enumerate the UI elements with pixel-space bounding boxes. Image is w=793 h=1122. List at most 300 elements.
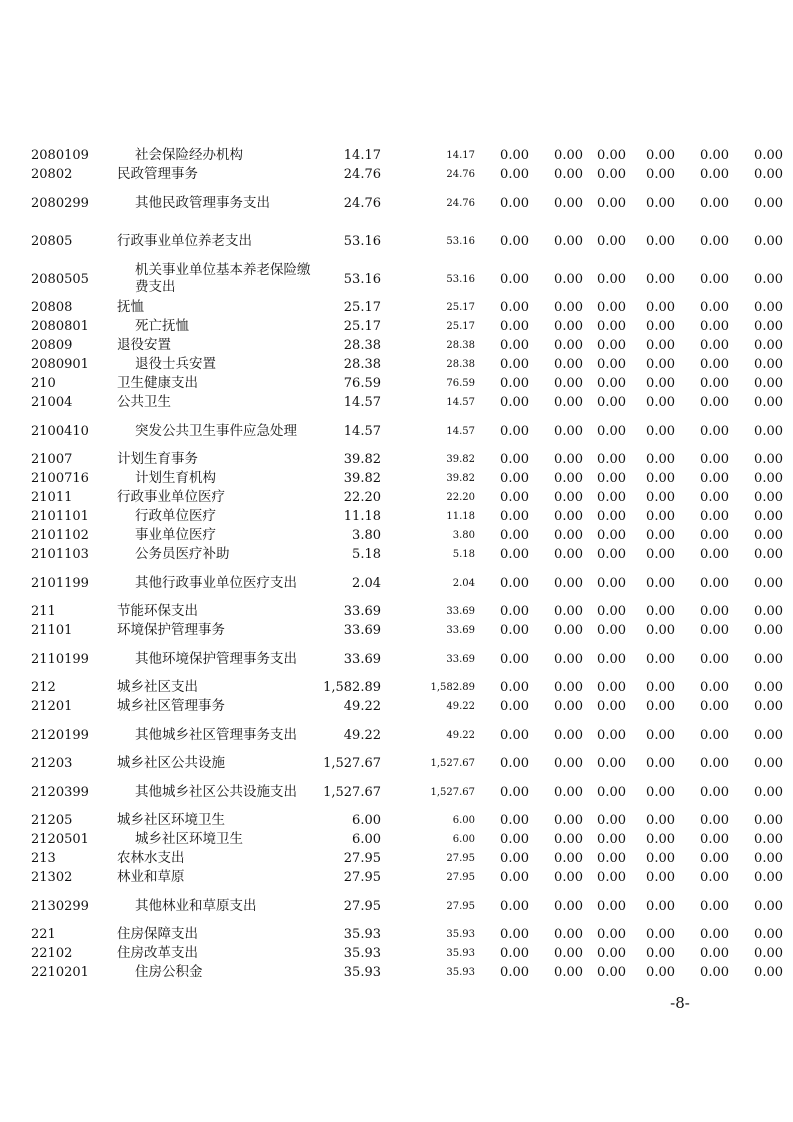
table-row <box>31 640 783 678</box>
subject-code: 21302 <box>31 870 73 885</box>
table-row <box>31 146 783 165</box>
value-cell: 0.00 <box>754 423 783 439</box>
value-cell: 0.00 <box>646 357 675 372</box>
basic-expenditure: 2.04 <box>452 577 475 589</box>
subject-name: 突发公共卫生事件应急处理 <box>135 422 297 439</box>
total-amount: 27.95 <box>343 870 381 885</box>
value-cell: 0.00 <box>500 395 529 410</box>
value-cell: 0.00 <box>754 604 783 619</box>
subject-code: 2120199 <box>31 727 89 743</box>
subject-code: 212 <box>31 680 56 695</box>
subject-code: 21004 <box>31 395 73 410</box>
value-cell: 0.00 <box>700 699 729 714</box>
subject-code: 213 <box>31 851 56 866</box>
value-cell: 0.00 <box>597 623 626 638</box>
subject-code: 2100410 <box>31 423 89 439</box>
value-cell: 0.00 <box>597 490 626 505</box>
subject-name: 抚恤 <box>117 299 144 315</box>
value-cell: 0.00 <box>500 300 529 315</box>
value-cell: 0.00 <box>500 680 529 695</box>
table-row <box>31 963 783 982</box>
value-cell: 0.00 <box>700 300 729 315</box>
value-cell: 0.00 <box>700 756 729 771</box>
subject-code: 2080299 <box>31 195 89 211</box>
table-row <box>31 507 783 526</box>
value-cell: 0.00 <box>754 471 783 486</box>
value-cell: 0.00 <box>700 965 729 980</box>
subject-name: 卫生健康支出 <box>117 375 198 391</box>
subject-name: 环境保护管理事务 <box>117 622 225 638</box>
subject-name: 其他行政事业单位医疗支出 <box>135 574 297 591</box>
value-cell: 0.00 <box>500 233 529 249</box>
total-amount: 1,527.67 <box>323 756 381 771</box>
value-cell: 0.00 <box>700 195 729 211</box>
subject-code: 2130299 <box>31 898 89 914</box>
value-cell: 0.00 <box>700 338 729 353</box>
value-cell: 0.00 <box>754 784 783 800</box>
value-cell: 0.00 <box>500 357 529 372</box>
value-cell: 0.00 <box>500 870 529 885</box>
value-cell: 0.00 <box>700 680 729 695</box>
value-cell: 0.00 <box>700 927 729 942</box>
value-cell: 0.00 <box>646 423 675 439</box>
subject-code: 20808 <box>31 300 73 315</box>
table-row <box>31 374 783 393</box>
value-cell: 0.00 <box>500 509 529 524</box>
value-cell: 0.00 <box>597 651 626 667</box>
value-cell: 0.00 <box>646 623 675 638</box>
subject-name: 农林水支出 <box>117 850 185 866</box>
value-cell: 0.00 <box>754 319 783 334</box>
table-row <box>31 260 783 298</box>
value-cell: 0.00 <box>500 832 529 847</box>
value-cell: 0.00 <box>554 509 583 524</box>
value-cell: 0.00 <box>554 300 583 315</box>
value-cell: 0.00 <box>554 727 583 743</box>
basic-expenditure: 35.93 <box>446 948 475 959</box>
total-amount: 33.69 <box>343 651 381 667</box>
table-row <box>31 355 783 374</box>
total-amount: 76.59 <box>343 376 381 391</box>
value-cell: 0.00 <box>554 651 583 667</box>
table-row <box>31 526 783 545</box>
basic-expenditure: 49.22 <box>446 701 475 712</box>
value-cell: 0.00 <box>646 946 675 961</box>
value-cell: 0.00 <box>597 946 626 961</box>
subject-name: 公共卫生 <box>117 394 171 410</box>
value-cell: 0.00 <box>646 870 675 885</box>
subject-name: 公务员医疗补助 <box>135 546 230 562</box>
table-row <box>31 944 783 963</box>
value-cell: 0.00 <box>597 338 626 353</box>
value-cell: 0.00 <box>646 651 675 667</box>
value-cell: 0.00 <box>597 357 626 372</box>
value-cell: 0.00 <box>754 898 783 914</box>
page-number: -8- <box>670 994 690 1012</box>
table-row <box>31 849 783 868</box>
subject-code: 2101103 <box>31 547 89 562</box>
basic-expenditure: 11.18 <box>446 511 475 522</box>
basic-expenditure: 27.95 <box>446 872 475 883</box>
basic-expenditure: 6.00 <box>452 815 475 826</box>
value-cell: 0.00 <box>554 832 583 847</box>
subject-name: 退役士兵安置 <box>135 356 216 372</box>
subject-name: 计划生育机构 <box>135 470 216 486</box>
value-cell: 0.00 <box>597 756 626 771</box>
value-cell: 0.00 <box>646 233 675 249</box>
table-row <box>31 716 783 754</box>
value-cell: 0.00 <box>700 784 729 800</box>
value-cell: 0.00 <box>597 300 626 315</box>
value-cell: 0.00 <box>646 319 675 334</box>
subject-name: 住房公积金 <box>135 964 203 980</box>
basic-expenditure: 24.76 <box>446 197 475 209</box>
total-amount: 33.69 <box>343 604 381 619</box>
basic-expenditure: 1,527.67 <box>430 786 475 798</box>
value-cell: 0.00 <box>646 965 675 980</box>
value-cell: 0.00 <box>554 927 583 942</box>
total-amount: 53.16 <box>343 233 381 249</box>
value-cell: 0.00 <box>700 357 729 372</box>
value-cell: 0.00 <box>554 490 583 505</box>
value-cell: 0.00 <box>500 148 529 163</box>
total-amount: 22.20 <box>343 490 381 505</box>
total-amount: 1,582.89 <box>323 680 381 695</box>
value-cell: 0.00 <box>554 870 583 885</box>
value-cell: 0.00 <box>554 471 583 486</box>
value-cell: 0.00 <box>554 851 583 866</box>
value-cell: 0.00 <box>597 547 626 562</box>
value-cell: 0.00 <box>646 300 675 315</box>
table-row <box>31 621 783 640</box>
value-cell: 0.00 <box>554 756 583 771</box>
value-cell: 0.00 <box>646 604 675 619</box>
value-cell: 0.00 <box>554 376 583 391</box>
total-amount: 49.22 <box>343 727 381 743</box>
value-cell: 0.00 <box>500 195 529 211</box>
subject-name: 城乡社区支出 <box>117 679 198 695</box>
subject-code: 20805 <box>31 233 73 249</box>
subject-code: 21201 <box>31 699 73 714</box>
table-row <box>31 773 783 811</box>
value-cell: 0.00 <box>754 575 783 591</box>
value-cell: 0.00 <box>597 471 626 486</box>
subject-code: 2110199 <box>31 651 89 667</box>
basic-expenditure: 39.82 <box>446 473 475 484</box>
total-amount: 24.76 <box>343 167 381 182</box>
subject-code: 2100716 <box>31 471 89 486</box>
value-cell: 0.00 <box>500 813 529 828</box>
subject-name: 其他林业和草原支出 <box>135 897 257 914</box>
value-cell: 0.00 <box>700 528 729 543</box>
value-cell: 0.00 <box>700 471 729 486</box>
value-cell: 0.00 <box>754 756 783 771</box>
table-row <box>31 317 783 336</box>
subject-name: 城乡社区管理事务 <box>117 698 225 714</box>
value-cell: 0.00 <box>754 233 783 249</box>
table-row <box>31 469 783 488</box>
basic-expenditure: 14.57 <box>446 425 475 437</box>
basic-expenditure: 35.93 <box>446 929 475 940</box>
table-row <box>31 811 783 830</box>
value-cell: 0.00 <box>554 423 583 439</box>
subject-name: 城乡社区公共设施 <box>117 755 225 771</box>
subject-code: 211 <box>31 604 56 619</box>
value-cell: 0.00 <box>700 832 729 847</box>
value-cell: 0.00 <box>500 423 529 439</box>
basic-expenditure: 3.80 <box>452 530 475 541</box>
table-row <box>31 868 783 887</box>
table-row <box>31 925 783 944</box>
total-amount: 28.38 <box>343 338 381 353</box>
table-row <box>31 393 783 412</box>
value-cell: 0.00 <box>597 509 626 524</box>
subject-code: 2101199 <box>31 575 89 591</box>
subject-name: 死亡抚恤 <box>135 318 189 334</box>
subject-code: 2120501 <box>31 832 89 847</box>
basic-expenditure: 33.69 <box>446 653 475 665</box>
basic-expenditure: 53.16 <box>446 273 475 285</box>
total-amount: 14.57 <box>343 423 381 439</box>
total-amount: 24.76 <box>343 195 381 211</box>
value-cell: 0.00 <box>554 813 583 828</box>
value-cell: 0.00 <box>500 623 529 638</box>
subject-code: 21007 <box>31 452 73 467</box>
value-cell: 0.00 <box>554 623 583 638</box>
value-cell: 0.00 <box>554 547 583 562</box>
value-cell: 0.00 <box>700 490 729 505</box>
subject-name: 其他环境保护管理事务支出 <box>135 650 297 667</box>
table-row <box>31 754 783 773</box>
value-cell: 0.00 <box>700 452 729 467</box>
basic-expenditure: 25.17 <box>446 321 475 332</box>
value-cell: 0.00 <box>754 547 783 562</box>
subject-code: 2120399 <box>31 784 89 800</box>
value-cell: 0.00 <box>700 851 729 866</box>
value-cell: 0.00 <box>597 319 626 334</box>
value-cell: 0.00 <box>646 575 675 591</box>
value-cell: 0.00 <box>700 271 729 287</box>
table-row <box>31 545 783 564</box>
value-cell: 0.00 <box>700 319 729 334</box>
subject-name: 退役安置 <box>117 337 171 353</box>
value-cell: 0.00 <box>646 851 675 866</box>
value-cell: 0.00 <box>754 680 783 695</box>
subject-code: 20809 <box>31 338 73 353</box>
value-cell: 0.00 <box>754 832 783 847</box>
subject-name: 城乡社区环境卫生 <box>135 831 243 847</box>
value-cell: 0.00 <box>700 623 729 638</box>
value-cell: 0.00 <box>554 898 583 914</box>
value-cell: 0.00 <box>754 946 783 961</box>
value-cell: 0.00 <box>646 376 675 391</box>
subject-code: 210 <box>31 376 56 391</box>
value-cell: 0.00 <box>646 167 675 182</box>
total-amount: 14.57 <box>343 395 381 410</box>
value-cell: 0.00 <box>500 376 529 391</box>
value-cell: 0.00 <box>646 195 675 211</box>
basic-expenditure: 39.82 <box>446 454 475 465</box>
value-cell: 0.00 <box>597 927 626 942</box>
value-cell: 0.00 <box>597 528 626 543</box>
total-amount: 33.69 <box>343 623 381 638</box>
value-cell: 0.00 <box>554 528 583 543</box>
value-cell: 0.00 <box>754 452 783 467</box>
value-cell: 0.00 <box>500 319 529 334</box>
subject-code: 22102 <box>31 946 73 961</box>
table-row <box>31 678 783 697</box>
value-cell: 0.00 <box>500 946 529 961</box>
subject-name: 计划生育事务 <box>117 451 198 467</box>
value-cell: 0.00 <box>597 870 626 885</box>
basic-expenditure: 1,527.67 <box>430 758 475 769</box>
value-cell: 0.00 <box>554 604 583 619</box>
value-cell: 0.00 <box>554 148 583 163</box>
subject-code: 2080109 <box>31 148 89 163</box>
value-cell: 0.00 <box>754 528 783 543</box>
subject-code: 2101102 <box>31 528 89 543</box>
basic-expenditure: 33.69 <box>446 606 475 617</box>
value-cell: 0.00 <box>700 898 729 914</box>
value-cell: 0.00 <box>597 680 626 695</box>
table-row <box>31 830 783 849</box>
value-cell: 0.00 <box>500 547 529 562</box>
value-cell: 0.00 <box>646 699 675 714</box>
total-amount: 25.17 <box>343 319 381 334</box>
value-cell: 0.00 <box>754 851 783 866</box>
value-cell: 0.00 <box>500 651 529 667</box>
basic-expenditure: 24.76 <box>446 169 475 180</box>
value-cell: 0.00 <box>646 727 675 743</box>
value-cell: 0.00 <box>554 699 583 714</box>
value-cell: 0.00 <box>500 851 529 866</box>
basic-expenditure: 14.17 <box>446 150 475 161</box>
subject-code: 2080901 <box>31 357 89 372</box>
value-cell: 0.00 <box>597 233 626 249</box>
subject-name: 事业单位医疗 <box>135 527 216 543</box>
value-cell: 0.00 <box>597 965 626 980</box>
value-cell: 0.00 <box>500 575 529 591</box>
value-cell: 0.00 <box>554 357 583 372</box>
value-cell: 0.00 <box>646 813 675 828</box>
value-cell: 0.00 <box>597 148 626 163</box>
subject-code: 21011 <box>31 490 73 505</box>
basic-expenditure: 27.95 <box>446 900 475 912</box>
value-cell: 0.00 <box>700 167 729 182</box>
basic-expenditure: 28.38 <box>446 359 475 370</box>
subject-code: 21203 <box>31 756 73 771</box>
basic-expenditure: 6.00 <box>452 834 475 845</box>
value-cell: 0.00 <box>500 528 529 543</box>
value-cell: 0.00 <box>700 233 729 249</box>
total-amount: 27.95 <box>343 851 381 866</box>
value-cell: 0.00 <box>754 490 783 505</box>
subject-name: 社会保险经办机构 <box>135 147 243 163</box>
value-cell: 0.00 <box>700 604 729 619</box>
subject-name: 其他城乡社区公共设施支出 <box>135 783 297 800</box>
value-cell: 0.00 <box>554 233 583 249</box>
value-cell: 0.00 <box>597 898 626 914</box>
value-cell: 0.00 <box>700 547 729 562</box>
value-cell: 0.00 <box>754 376 783 391</box>
table-row <box>31 488 783 507</box>
value-cell: 0.00 <box>646 784 675 800</box>
total-amount: 35.93 <box>343 965 381 980</box>
value-cell: 0.00 <box>554 167 583 182</box>
value-cell: 0.00 <box>500 727 529 743</box>
value-cell: 0.00 <box>646 271 675 287</box>
basic-expenditure: 28.38 <box>446 340 475 351</box>
value-cell: 0.00 <box>597 575 626 591</box>
basic-expenditure: 27.95 <box>446 853 475 864</box>
table-row <box>31 298 783 317</box>
value-cell: 0.00 <box>700 651 729 667</box>
value-cell: 0.00 <box>500 490 529 505</box>
value-cell: 0.00 <box>597 376 626 391</box>
value-cell: 0.00 <box>500 699 529 714</box>
total-amount: 27.95 <box>343 898 381 914</box>
value-cell: 0.00 <box>500 927 529 942</box>
value-cell: 0.00 <box>700 423 729 439</box>
subject-name: 其他城乡社区管理事务支出 <box>135 726 297 743</box>
value-cell: 0.00 <box>597 813 626 828</box>
subject-name: 民政管理事务 <box>117 166 198 182</box>
subject-name: 住房改革支出 <box>117 945 198 961</box>
subject-name: 行政事业单位医疗 <box>117 489 225 505</box>
total-amount: 6.00 <box>352 832 381 847</box>
value-cell: 0.00 <box>597 452 626 467</box>
value-cell: 0.00 <box>754 167 783 182</box>
subject-code: 2080505 <box>31 271 89 287</box>
basic-expenditure: 53.16 <box>446 235 475 247</box>
total-amount: 35.93 <box>343 946 381 961</box>
basic-expenditure: 25.17 <box>446 302 475 313</box>
value-cell: 0.00 <box>597 604 626 619</box>
subject-code: 21101 <box>31 623 73 638</box>
value-cell: 0.00 <box>646 490 675 505</box>
value-cell: 0.00 <box>754 148 783 163</box>
total-amount: 2.04 <box>352 575 381 591</box>
value-cell: 0.00 <box>646 832 675 847</box>
total-amount: 5.18 <box>352 547 381 562</box>
value-cell: 0.00 <box>554 338 583 353</box>
value-cell: 0.00 <box>500 471 529 486</box>
value-cell: 0.00 <box>700 376 729 391</box>
value-cell: 0.00 <box>554 575 583 591</box>
total-amount: 39.82 <box>343 471 381 486</box>
subject-code: 2210201 <box>31 965 89 980</box>
value-cell: 0.00 <box>597 271 626 287</box>
value-cell: 0.00 <box>500 898 529 914</box>
total-amount: 14.17 <box>343 148 381 163</box>
value-cell: 0.00 <box>754 509 783 524</box>
value-cell: 0.00 <box>754 623 783 638</box>
total-amount: 28.38 <box>343 357 381 372</box>
value-cell: 0.00 <box>646 547 675 562</box>
subject-code: 2080801 <box>31 319 89 334</box>
value-cell: 0.00 <box>554 319 583 334</box>
subject-name: 城乡社区环境卫生 <box>117 812 225 828</box>
value-cell: 0.00 <box>646 756 675 771</box>
value-cell: 0.00 <box>500 604 529 619</box>
value-cell: 0.00 <box>754 338 783 353</box>
value-cell: 0.00 <box>646 148 675 163</box>
value-cell: 0.00 <box>500 452 529 467</box>
total-amount: 39.82 <box>343 452 381 467</box>
value-cell: 0.00 <box>646 680 675 695</box>
subject-name: 节能环保支出 <box>117 603 198 619</box>
subject-code: 221 <box>31 927 56 942</box>
